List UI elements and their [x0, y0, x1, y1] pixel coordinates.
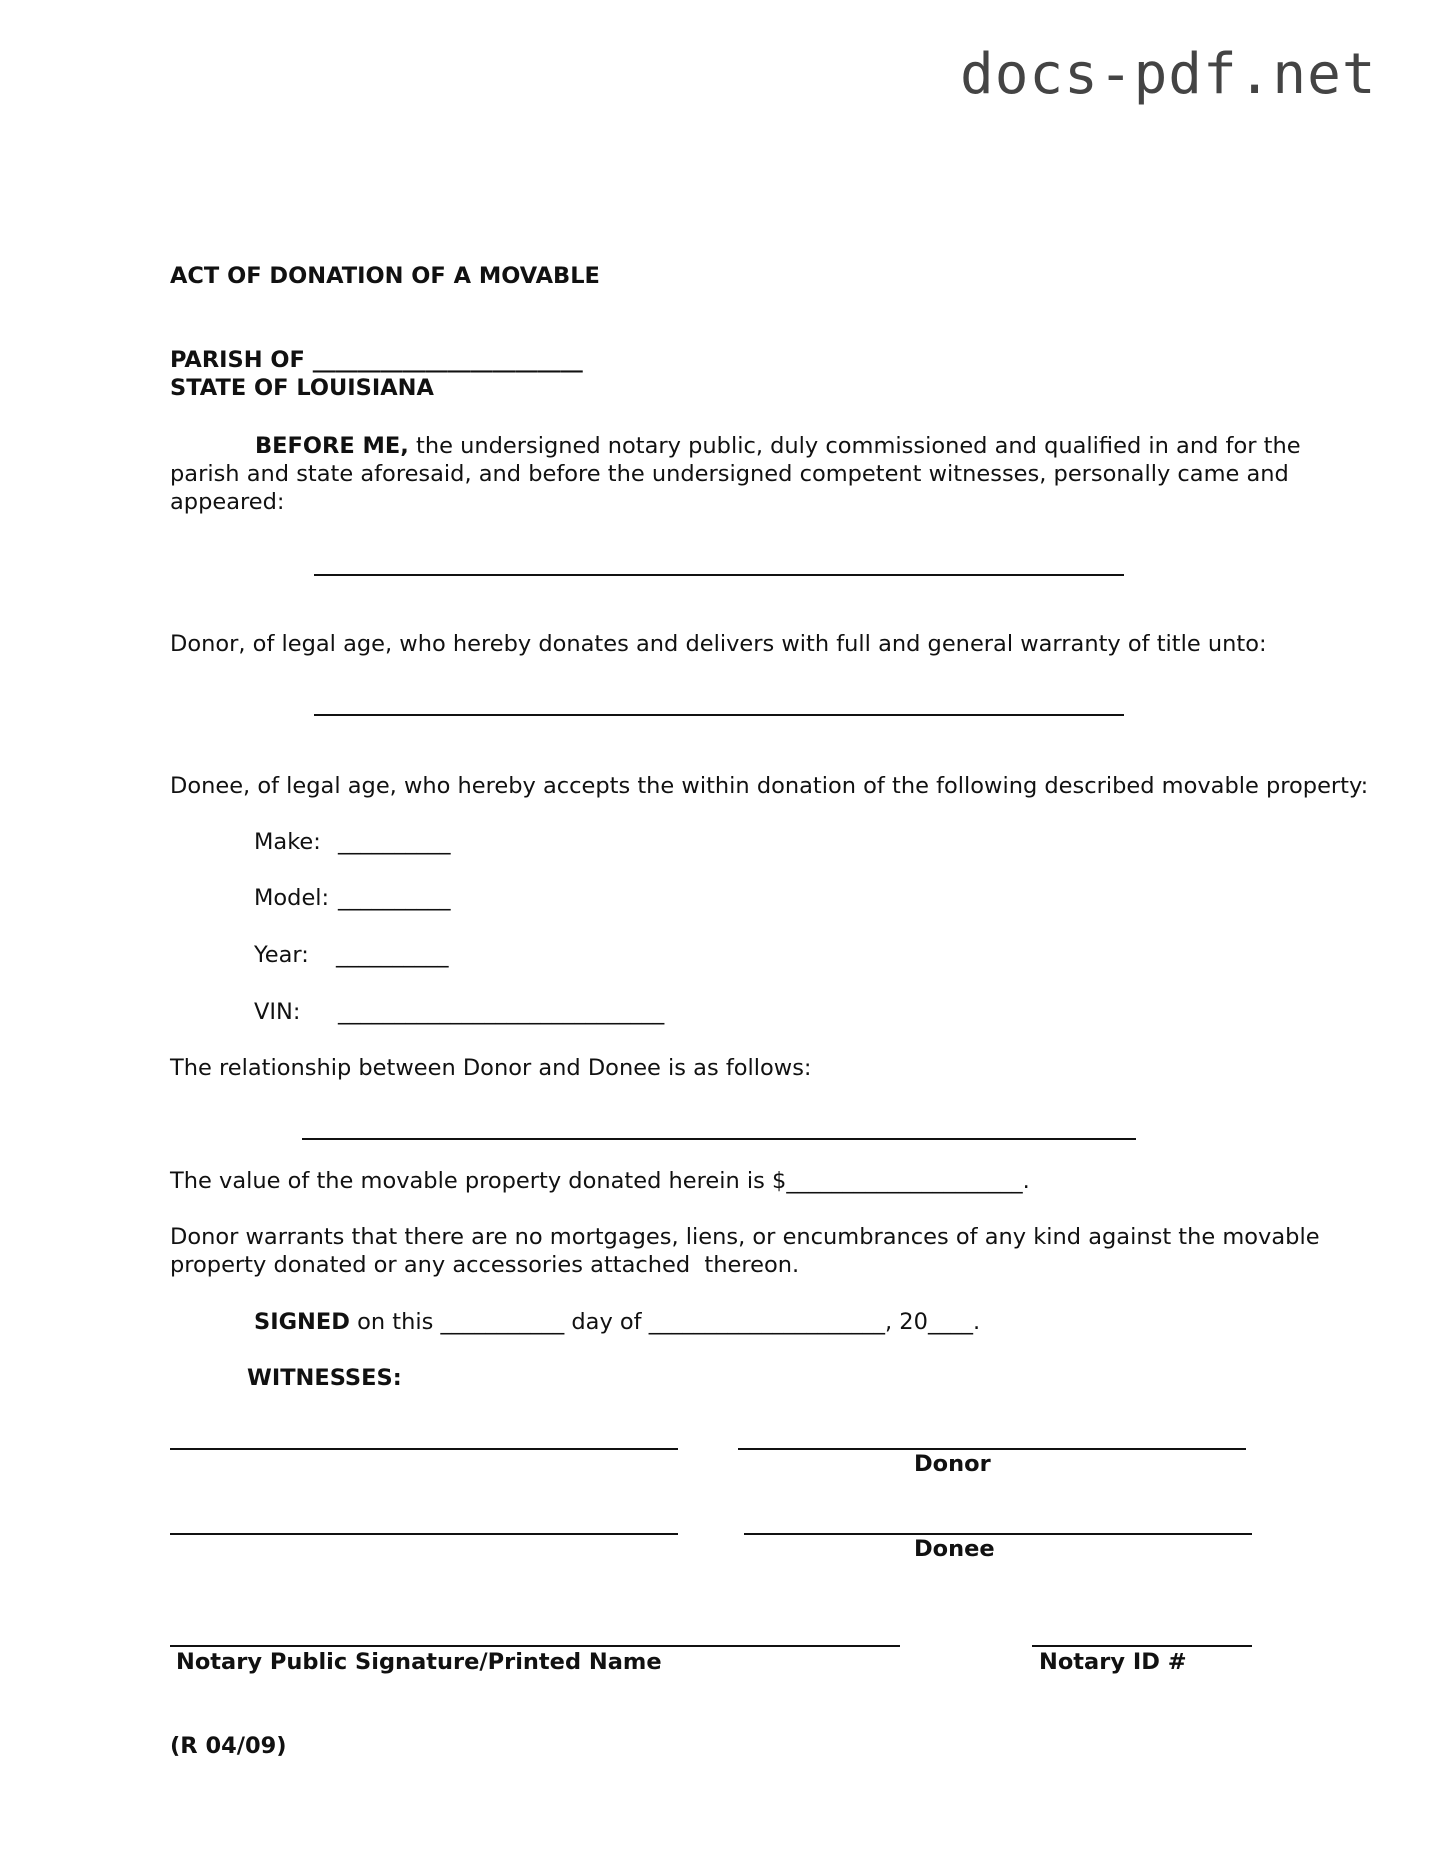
document-title: ACT OF DONATION OF A MOVABLE: [170, 263, 600, 289]
signed-on-this: on this: [349, 1309, 441, 1335]
value-end: .: [1022, 1168, 1030, 1194]
intro-line-3: appeared:: [170, 489, 285, 515]
signed-end: .: [972, 1309, 981, 1335]
donor-name-field[interactable]: [314, 574, 1124, 576]
signed-line: [254, 1308, 980, 1336]
parish-label: PARISH OF: [170, 347, 305, 373]
donor-signature-field[interactable]: [738, 1448, 1246, 1450]
intro-lead: BEFORE ME,: [255, 433, 409, 459]
signed-lead: SIGNED: [254, 1309, 350, 1335]
model-label: Model:: [254, 885, 330, 911]
intro-line-2: parish and state aforesaid, and before the undersigned competent witnesses, personally came and: [170, 461, 1289, 487]
vin-field[interactable]: _____________________________: [338, 999, 665, 1025]
vin-label: VIN:: [254, 999, 301, 1025]
intro-line-1: [255, 432, 1301, 460]
notary-id-label: Notary ID #: [1039, 1649, 1187, 1675]
state-label: STATE OF LOUISIANA: [170, 375, 434, 401]
signed-month-field[interactable]: _____________________: [648, 1309, 885, 1335]
witnesses-label: WITNESSES:: [247, 1365, 402, 1391]
watermark-text: docs-pdf.net: [960, 42, 1377, 107]
warranty-line-2: property donated or any accessories attached thereon.: [170, 1252, 800, 1278]
witness-1-signature-field[interactable]: [170, 1448, 678, 1450]
notary-signature-label: Notary Public Signature/Printed Name: [176, 1649, 662, 1675]
donor-statement: Donor, of legal age, who hereby donates and delivers with full and general warranty of title unto:: [170, 631, 1267, 657]
intro-text-1: the undersigned notary public, duly commissioned and qualified in and for the: [408, 433, 1301, 459]
revision-label: (R 04/09): [170, 1733, 287, 1759]
value-statement: The value of the movable property donated herein is $: [170, 1168, 787, 1194]
signed-year-prefix: , 20: [885, 1309, 928, 1335]
make-label: Make:: [254, 829, 321, 855]
notary-id-field[interactable]: [1032, 1645, 1252, 1647]
donee-signature-field[interactable]: [744, 1533, 1252, 1535]
value-field[interactable]: _____________________: [786, 1168, 1023, 1194]
make-field[interactable]: __________: [338, 829, 451, 855]
signed-day-of: day of: [564, 1309, 649, 1335]
parish-field[interactable]: ________________________: [312, 347, 583, 373]
year-field[interactable]: __________: [336, 942, 449, 968]
value-line: [170, 1167, 1030, 1195]
donee-name-field[interactable]: [314, 714, 1124, 716]
signed-year-field[interactable]: ____: [927, 1309, 973, 1335]
relationship-statement: The relationship between Donor and Donee is as follows:: [170, 1055, 812, 1081]
parish-line: [170, 346, 583, 374]
model-field[interactable]: __________: [338, 885, 451, 911]
donee-statement: Donee, of legal age, who hereby accepts the within donation of the following described movable property:: [170, 773, 1369, 799]
witness-2-signature-field[interactable]: [170, 1533, 678, 1535]
notary-signature-field[interactable]: [170, 1645, 900, 1647]
donee-signature-label: Donee: [914, 1536, 995, 1562]
signed-day-field[interactable]: ___________: [440, 1309, 565, 1335]
year-label: Year:: [254, 942, 309, 968]
donor-signature-label: Donor: [914, 1451, 991, 1477]
relationship-field[interactable]: [302, 1138, 1136, 1140]
warranty-line-1: Donor warrants that there are no mortgages, liens, or encumbrances of any kind against the movable: [170, 1224, 1320, 1250]
